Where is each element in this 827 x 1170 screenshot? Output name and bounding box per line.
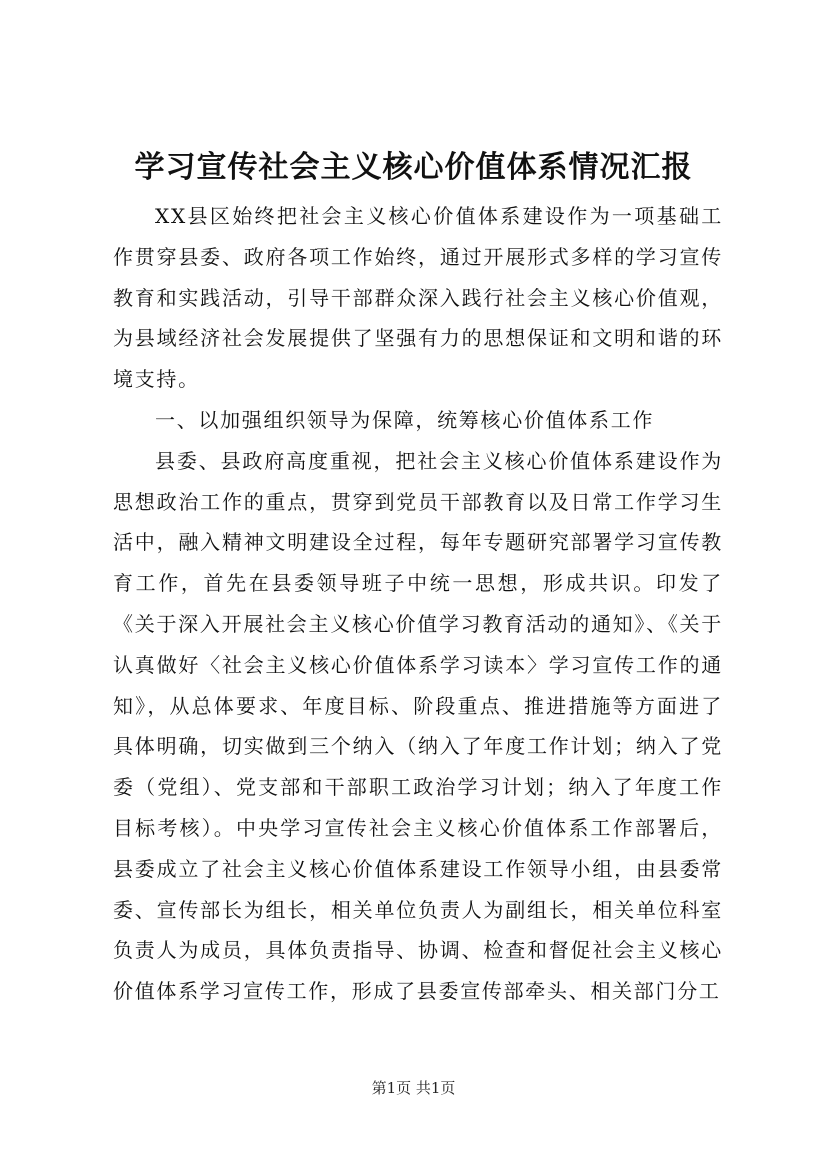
section-1-paragraph: 县委、县政府高度重视，把社会主义核心价值体系建设作为思想政治工作的重点，贯穿到党员干部教育以及日常工作学习生活中，融入精神文明建设全过程，每年专题研究部署学习宣传教育工作，首先在县委领导班子中统一思想，形成共识。印发了《关于深入开展社会主义核心价值学习教育活动的通知》、《关于认真做好〈社会主义核心价值体系学习读本〉学习宣传工作的通知》，从总体要求、年度目标、阶段重点、推进措施等方面进了具体明确，切实做到三个纳入（纳入了年度工作计划；纳入了党委（党组）、党支部和干部职工政治学习计划；纳入了年度工作目标考核）。中央学习宣传社会主义核心价值体系工作部署后，县委成立了社会主义核心价值体系建设工作领导小组，由县委常委、宣传部长为组长，相关单位负责人为副组长，相关单位科室负责人为成员，具体负责指导、协调、检查和督促社会主义核心价值体系学习宣传工作，形成了县委宣传部牵头、相关部门分工: [113, 448, 723, 1004]
document-body: [113, 196, 723, 1012]
page-number-footer: 第1页 共1页: [371, 1079, 456, 1097]
intro-paragraph: XX县区始终把社会主义核心价值体系建设作为一项基础工作贯穿县委、政府各项工作始终，通过开展形式多样的学习宣传教育和实践活动，引导干部群众深入践行社会主义核心价值观，为县域经济社会发展提供了坚强有力的思想保证和文明和谐的环境支持。: [113, 204, 723, 392]
document-title: 学习宣传社会主义核心价值体系情况汇报: [134, 150, 693, 185]
section-heading-1: 一、以加强组织领导为保障，统筹核心价值体系工作: [155, 407, 655, 432]
